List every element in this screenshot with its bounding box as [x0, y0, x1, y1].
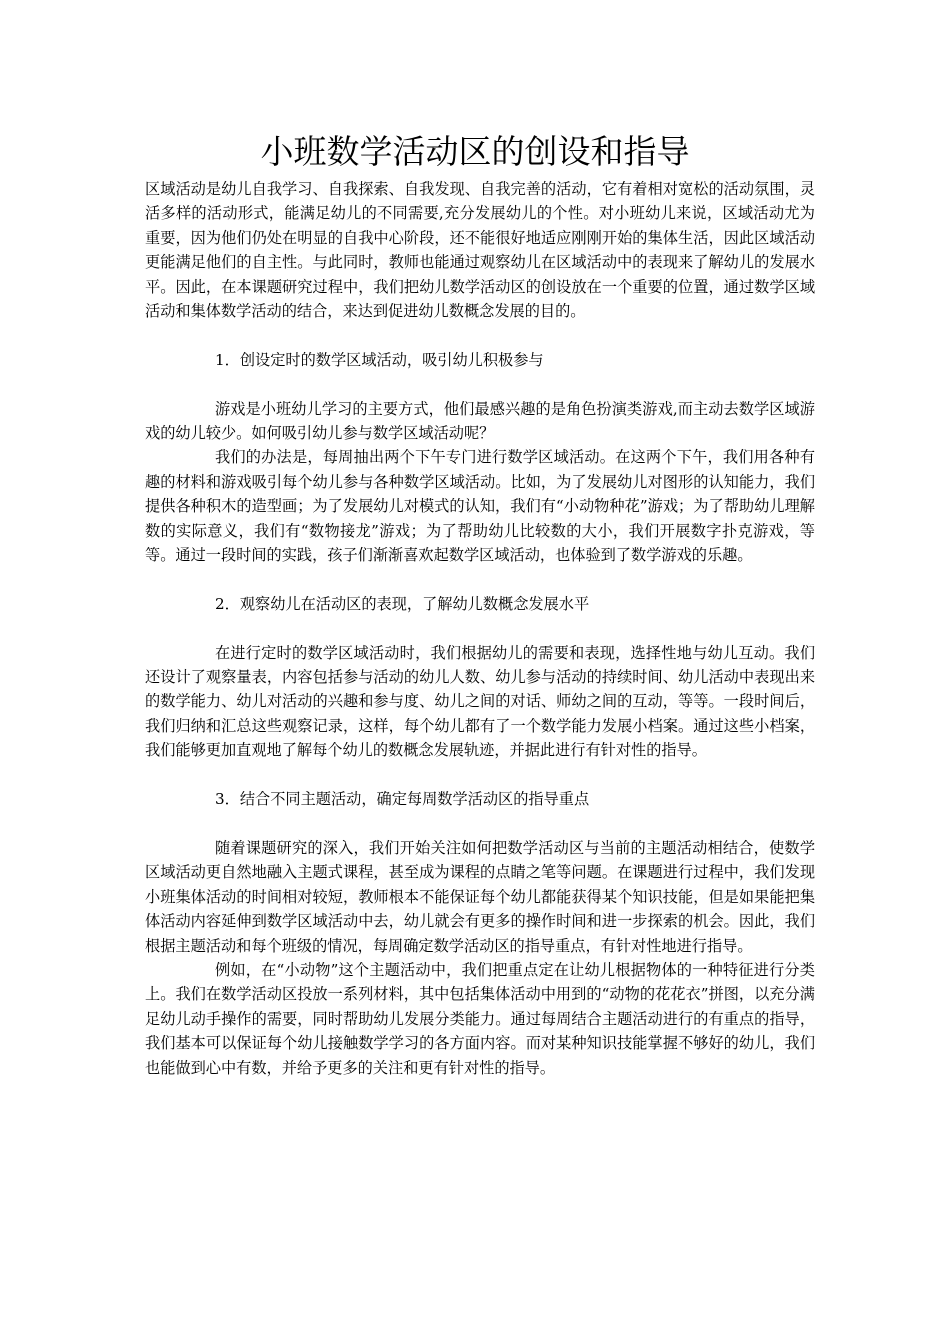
- spacer: [145, 567, 815, 591]
- spacer: [145, 763, 815, 787]
- spacer: [145, 616, 815, 640]
- section-heading-1: 1．创设定时的数学区域活动，吸引幼儿积极参与: [215, 350, 544, 369]
- document-body: [145, 177, 815, 1080]
- document-title: 小班数学活动区的创设和指导: [260, 132, 690, 171]
- section-1-paragraph-1: 游戏是小班幼儿学习的主要方式，他们最感兴趣的是角色扮演类游戏,而主动去数学区域游戏的幼儿较少。如何吸引幼儿参与数学区域活动呢？: [145, 399, 815, 443]
- section-3-paragraph-1: 随着课题研究的深入，我们开始关注如何把数学活动区与当前的主题活动相结合，使数学区域活动更自然地融入主题式课程，甚至成为课程的点睛之笔等问题。在课题进行过程中，我们发现小班集体活动的时间相对较短，教师根本不能保证每个幼儿都能获得某个知识技能，但是如果能把集体活动内容延伸到数学区域活动中去，幼儿就会有更多的操作时间和进一步探索的机会。因此，我们根据主题活动和每个班级的情况，每周确定数学活动区的指导重点，有针对性地进行指导。: [145, 838, 815, 955]
- section-3-paragraph-2: 例如，在“小动物”这个主题活动中，我们把重点定在让幼儿根据物体的一种特征进行分类上。我们在数学活动区投放一系列材料，其中包括集体活动中用到的“动物的花花衣”拼图，以充分满足幼儿动手操作的需要，同时帮助幼儿发展分类能力。通过每周结合主题活动进行的有重点的指导，我们基本可以保证每个幼儿接触数学学习的各方面内容。而对某种知识技能掌握不够好的幼儿，我们也能做到心中有数，并给予更多的关注和更有针对性的指导。: [145, 960, 815, 1077]
- section-heading-2: 2．观察幼儿在活动区的表现，了解幼儿数概念发展水平: [215, 594, 590, 613]
- section-1-paragraph-2: 我们的办法是，每周抽出两个下午专门进行数学区域活动。在这两个下午，我们用各种有趣的材料和游戏吸引每个幼儿参与各种数学区域活动。比如，为了发展幼儿对图形的认知能力，我们提供各种积木的造型画；为了发展幼儿对模式的认知，我们有“小动物种花”游戏；为了帮助幼儿理解数的实际意义，我们有“数物接龙”游戏；为了帮助幼儿比较数的大小，我们开展数字扑克游戏，等等。通过一段时间的实践，孩子们渐渐喜欢起数学区域活动，也体验到了数学游戏的乐趣。: [145, 448, 815, 565]
- spacer: [145, 811, 815, 835]
- spacer: [145, 323, 815, 347]
- intro-paragraph: 区域活动是幼儿自我学习、自我探索、自我发现、自我完善的活动，它有着相对宽松的活动氛围，灵活多样的活动形式，能满足幼儿的不同需要,充分发展幼儿的个性。对小班幼儿来说，区域活动尤为重要，因为他们仍处在明显的自我中心阶段，还不能很好地适应刚刚开始的集体生活，因此区域活动更能满足他们的自主性。与此同时，教师也能通过观察幼儿在区域活动中的表现来了解幼儿的发展水平。因此，在本课题研究过程中，我们把幼儿数学活动区的创设放在一个重要的位置，通过数学区域活动和集体数学活动的结合，来达到促进幼儿数概念发展的目的。: [145, 180, 815, 321]
- spacer: [145, 372, 815, 396]
- section-heading-3: 3．结合不同主题活动，确定每周数学活动区的指导重点: [215, 790, 590, 809]
- section-2-paragraph-1: 在进行定时的数学区域活动时，我们根据幼儿的需要和表现，选择性地与幼儿互动。我们还设计了观察量表，内容包括参与活动的幼儿人数、幼儿参与活动的持续时间、幼儿活动中表现出来的数学能力、幼儿对活动的兴趣和参与度、幼儿之间的对话、师幼之间的互动，等等。一段时间后，我们归纳和汇总这些观察记录，这样，每个幼儿都有了一个数学能力发展小档案。通过这些小档案，我们能够更加直观地了解每个幼儿的数概念发展轨迹，并据此进行有针对性的指导。: [145, 643, 815, 760]
